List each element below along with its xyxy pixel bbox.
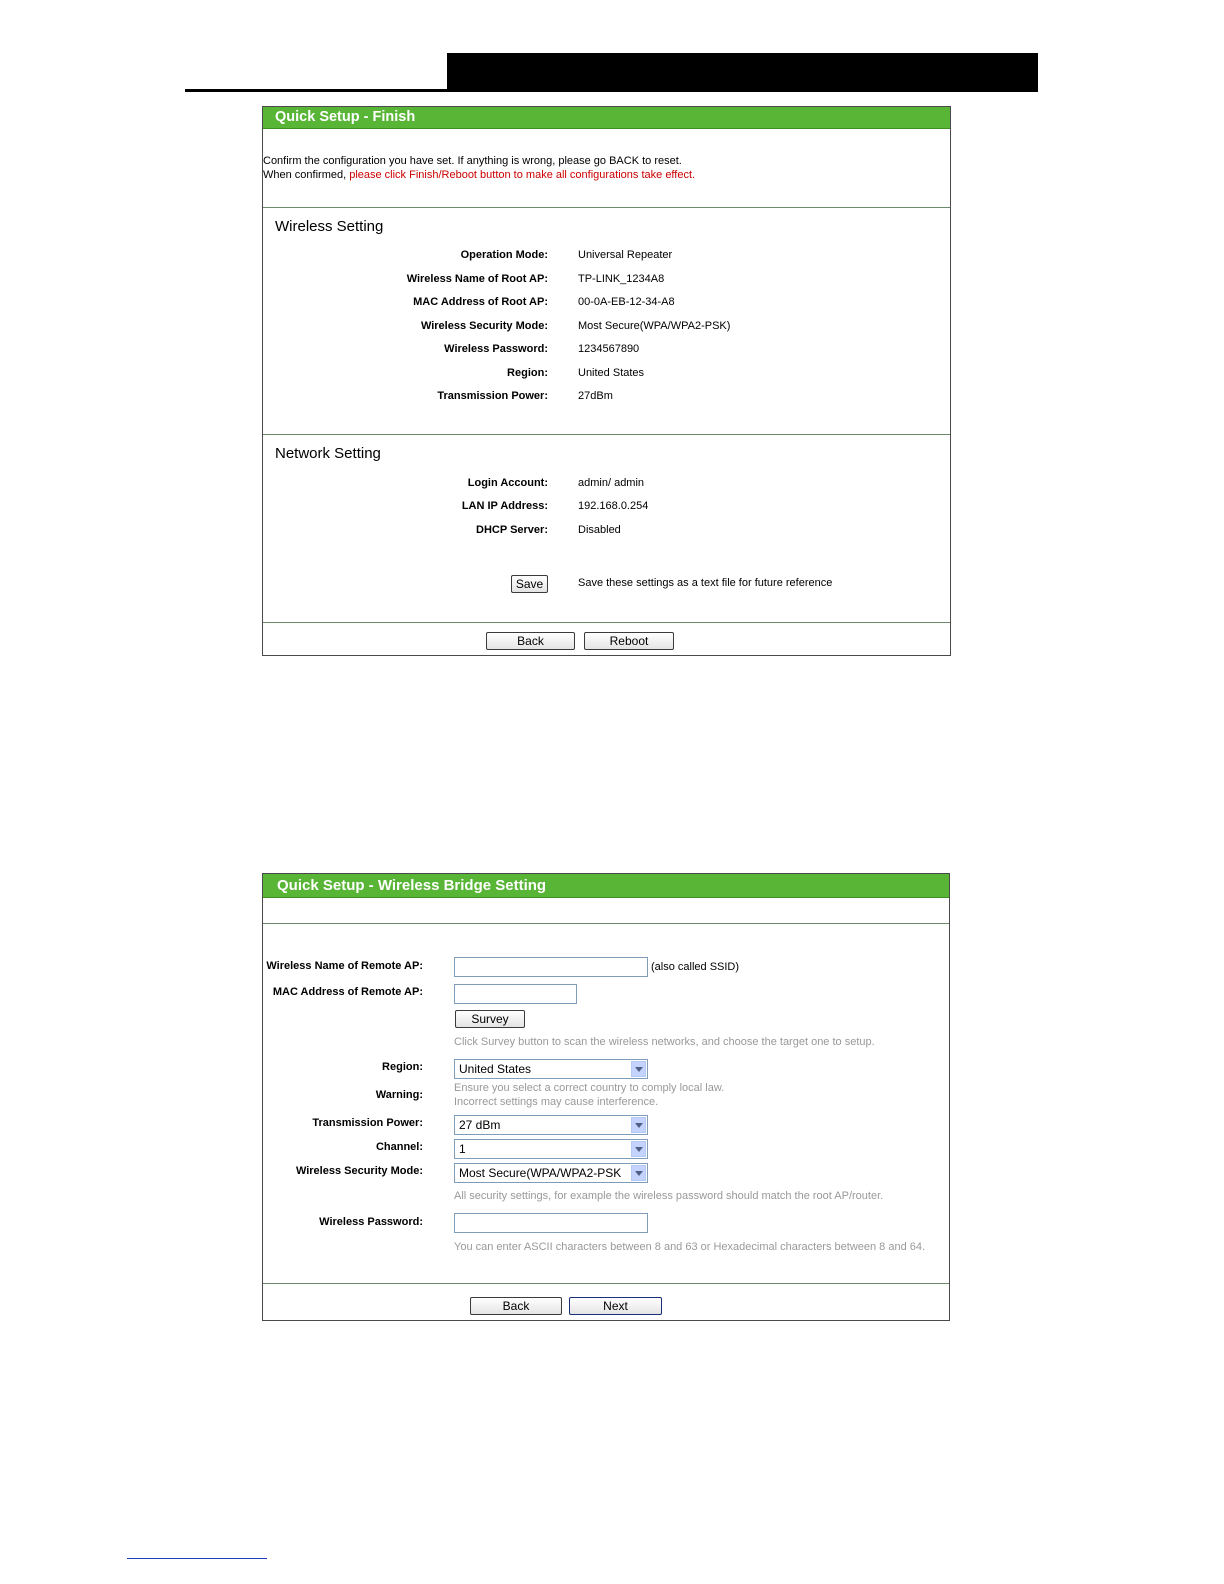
back-button[interactable]: Back <box>486 632 575 650</box>
finish-intro-warning: please click Finish/Reboot button to make all configurations take effect. <box>349 169 696 181</box>
save-hint: Save these settings as a text file for future reference <box>578 577 833 589</box>
remote-ap-mac-label: MAC Address of Remote AP: <box>272 986 423 998</box>
remote-ap-mac-input[interactable] <box>454 984 577 1004</box>
chevron-down-icon <box>631 1117 646 1133</box>
back-button[interactable]: Back <box>470 1297 562 1315</box>
operation-mode-label: Operation Mode: <box>460 249 548 261</box>
wireless-password-label: Wireless Password: <box>319 1216 423 1228</box>
divider <box>263 207 950 208</box>
next-button[interactable]: Next <box>569 1297 662 1315</box>
finish-panel-title: Quick Setup - Finish <box>263 107 950 129</box>
bridge-panel <box>262 873 950 1321</box>
chevron-down-icon <box>631 1141 646 1157</box>
login-account-value: admin/ admin <box>578 477 645 489</box>
security-mode-value: Most Secure(WPA/WPA2-PSK) <box>578 320 731 332</box>
wireless-password-label: Wireless Password: <box>444 343 548 355</box>
transmission-power-select[interactable] <box>454 1115 648 1135</box>
security-hint: All security settings, for example the wireless password should match the root AP/router. <box>454 1190 884 1202</box>
transmission-power-selected-value: 27 dBm <box>459 1118 501 1132</box>
remote-ap-name-input[interactable] <box>454 957 648 977</box>
reboot-button[interactable]: Reboot <box>584 632 674 650</box>
remote-ap-name-label: Wireless Name of Remote AP: <box>266 960 423 972</box>
channel-selected-value: 1 <box>459 1142 466 1156</box>
warning-line2: Incorrect settings may cause interference. <box>454 1096 659 1108</box>
bridge-panel-title: Quick Setup - Wireless Bridge Setting <box>263 874 949 898</box>
operation-mode-value: Universal Repeater <box>578 249 673 261</box>
transmission-power-label: Transmission Power: <box>312 1117 423 1129</box>
dhcp-server-value: Disabled <box>578 524 621 536</box>
page-header-rule <box>185 89 1038 92</box>
root-ap-name-value: TP-LINK_1234A8 <box>578 273 665 285</box>
page-header-bar <box>447 53 1038 91</box>
wireless-password-input[interactable] <box>454 1213 648 1233</box>
divider <box>263 434 950 435</box>
save-button[interactable]: Save <box>511 575 548 593</box>
region-selected-value: United States <box>459 1062 532 1076</box>
region-label: Region: <box>382 1061 423 1073</box>
finish-intro-line2 <box>263 169 695 181</box>
divider <box>263 622 950 623</box>
password-hint: You can enter ASCII characters between 8 and 63 or Hexadecimal characters between 8 and 64. <box>454 1241 926 1253</box>
root-ap-mac-value: 00-0A-EB-12-34-A8 <box>578 296 675 308</box>
dhcp-server-label: DHCP Server: <box>476 524 548 536</box>
transmission-power-label: Transmission Power: <box>437 390 548 402</box>
finish-intro-line1: Confirm the configuration you have set. If anything is wrong, please go BACK to reset. <box>263 155 682 167</box>
divider <box>263 1283 949 1284</box>
warning-line1: Ensure you select a correct country to comply local law. <box>454 1082 725 1094</box>
divider <box>263 923 949 924</box>
wireless-setting-title: Wireless Setting <box>275 218 384 235</box>
root-ap-mac-label: MAC Address of Root AP: <box>413 296 548 308</box>
wireless-password-value: 1234567890 <box>578 343 640 355</box>
lan-ip-value: 192.168.0.254 <box>578 500 649 512</box>
channel-select[interactable] <box>454 1139 648 1159</box>
login-account-label: Login Account: <box>467 477 548 489</box>
lan-ip-label: LAN IP Address: <box>461 500 548 512</box>
finish-intro-prefix: When confirmed, <box>263 169 350 181</box>
security-mode-selected-value: Most Secure(WPA/WPA2-PSK <box>459 1166 622 1180</box>
warning-label: Warning: <box>375 1089 423 1101</box>
survey-button[interactable]: Survey <box>455 1010 525 1028</box>
footer-link-rule <box>127 1558 267 1559</box>
transmission-power-value: 27dBm <box>578 390 613 402</box>
channel-label: Channel: <box>375 1141 423 1153</box>
chevron-down-icon <box>631 1165 646 1181</box>
region-value: United States <box>578 367 645 379</box>
ssid-note: (also called SSID) <box>651 961 740 973</box>
root-ap-name-label: Wireless Name of Root AP: <box>406 273 548 285</box>
region-label: Region: <box>507 367 548 379</box>
security-mode-select[interactable] <box>454 1163 648 1183</box>
region-select[interactable] <box>454 1059 648 1079</box>
survey-hint: Click Survey button to scan the wireless networks, and choose the target one to setup. <box>454 1036 875 1048</box>
security-mode-label: Wireless Security Mode: <box>295 1165 423 1177</box>
finish-panel <box>262 106 951 656</box>
chevron-down-icon <box>631 1061 646 1077</box>
network-setting-title: Network Setting <box>275 445 381 462</box>
security-mode-label: Wireless Security Mode: <box>420 320 548 332</box>
